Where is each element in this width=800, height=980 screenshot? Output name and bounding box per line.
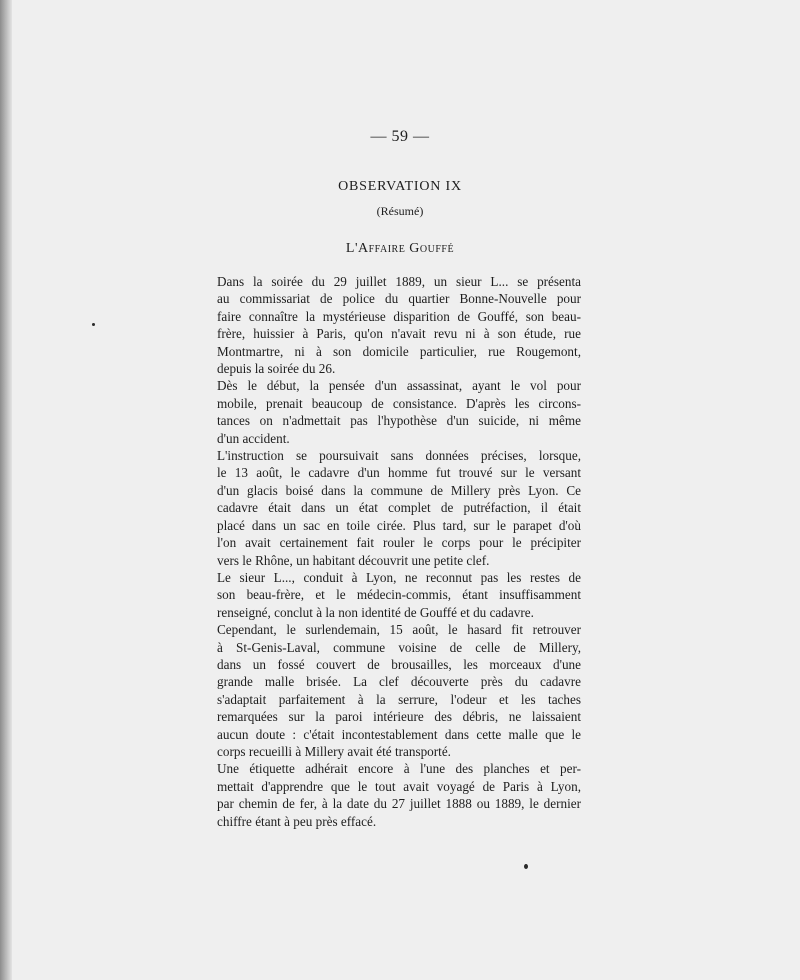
text-line: d'un accident.: [217, 430, 290, 446]
text-line: L'instruction se poursuivait sans données précises, lorsque,: [217, 448, 581, 464]
text-line: dans un fossé couvert de brousailles, les morceaux d'une: [217, 656, 581, 672]
page-number: — 59 —: [370, 128, 430, 145]
body-text: [203, 273, 581, 830]
text-line: faire connaître la mystérieuse disparition de Gouffé, son beau-: [217, 308, 581, 324]
text-line: grande malle brisée. La clef découverte près du cadavre: [217, 674, 581, 690]
text-line: renseigné, conclut à la non identité de Gouffé et du cadavre.: [217, 604, 534, 620]
paragraph: [203, 760, 581, 830]
text-line: Cependant, le surlendemain, 15 août, le hasard fit retrouver: [217, 622, 581, 638]
observation-subtitle: (Résumé): [376, 204, 424, 218]
text-line: au commissariat de police du quartier Bonne-Nouvelle pour: [217, 291, 581, 307]
paragraph: [203, 447, 581, 569]
text-line: cadavre était dans un état complet de putréfaction, il était: [217, 500, 581, 516]
text-line: son beau-frère, et le médecin-commis, étant insuffisamment: [217, 587, 581, 603]
text-line: s'adaptait parfaitement à la serrure, l'odeur et les taches: [217, 691, 581, 707]
text-line: aucun doute : c'était incontestablement dans cette malle que le: [217, 726, 581, 742]
paragraph: [203, 569, 581, 621]
paragraph: [203, 621, 581, 760]
text-line: Dans la soirée du 29 juillet 1889, un sieur L... se présenta: [217, 274, 581, 289]
text-line: remarquées sur la paroi intérieure des débris, ne laissaient: [217, 709, 581, 725]
paragraph: [203, 273, 581, 377]
text-line: chiffre étant à peu près effacé.: [217, 813, 377, 829]
section-title: L'Affaire Gouffé: [345, 241, 455, 256]
text-line: tances on n'admettait pas l'hypothèse d'un suicide, ni même: [217, 413, 581, 429]
paragraph: [203, 377, 581, 447]
text-line: par chemin de fer, à la date du 27 juillet 1888 ou 1889, le dernier: [217, 796, 581, 812]
text-line: Dès le début, la pensée d'un assassinat, ayant le vol pour: [217, 378, 581, 394]
text-line: l'on avait certainement fait rouler le corps pour le précipiter: [217, 535, 581, 551]
text-line: le 13 août, le cadavre d'un homme fut trouvé sur le versant: [217, 465, 581, 481]
text-line: Le sieur L..., conduit à Lyon, ne reconnut pas les restes de: [217, 569, 581, 585]
observation-title: OBSERVATION IX: [338, 179, 462, 194]
text-line: mobile, prenait beaucoup de consistance. D'après les circons-: [217, 395, 581, 411]
text-line: vers le Rhône, un habitant découvrit une petite clef.: [217, 552, 490, 568]
text-line: mettait d'apprendre que le tout avait voyagé de Paris à Lyon,: [217, 778, 581, 794]
text-line: placé dans un sac en toile cirée. Plus tard, sur le parapet d'où: [217, 517, 581, 533]
text-line: depuis la soirée du 26.: [217, 361, 336, 377]
ink-speck: [92, 323, 95, 326]
text-line: d'un glacis boisé dans la commune de Millery près Lyon. Ce: [217, 482, 581, 498]
ink-speck: [524, 864, 528, 869]
binding-shadow: [0, 0, 12, 980]
text-line: Une étiquette adhérait encore à l'une des planches et per-: [217, 761, 581, 777]
text-line: Montmartre, ni à son domicile particulier, rue Rougemont,: [217, 343, 581, 359]
text-line: frère, huissier à Paris, qu'on n'avait revu ni à son étude, rue: [217, 326, 581, 342]
text-line: à St-Genis-Laval, commune voisine de celle de Millery,: [217, 639, 581, 655]
text-line: corps recueilli à Millery avait été transporté.: [217, 743, 451, 759]
